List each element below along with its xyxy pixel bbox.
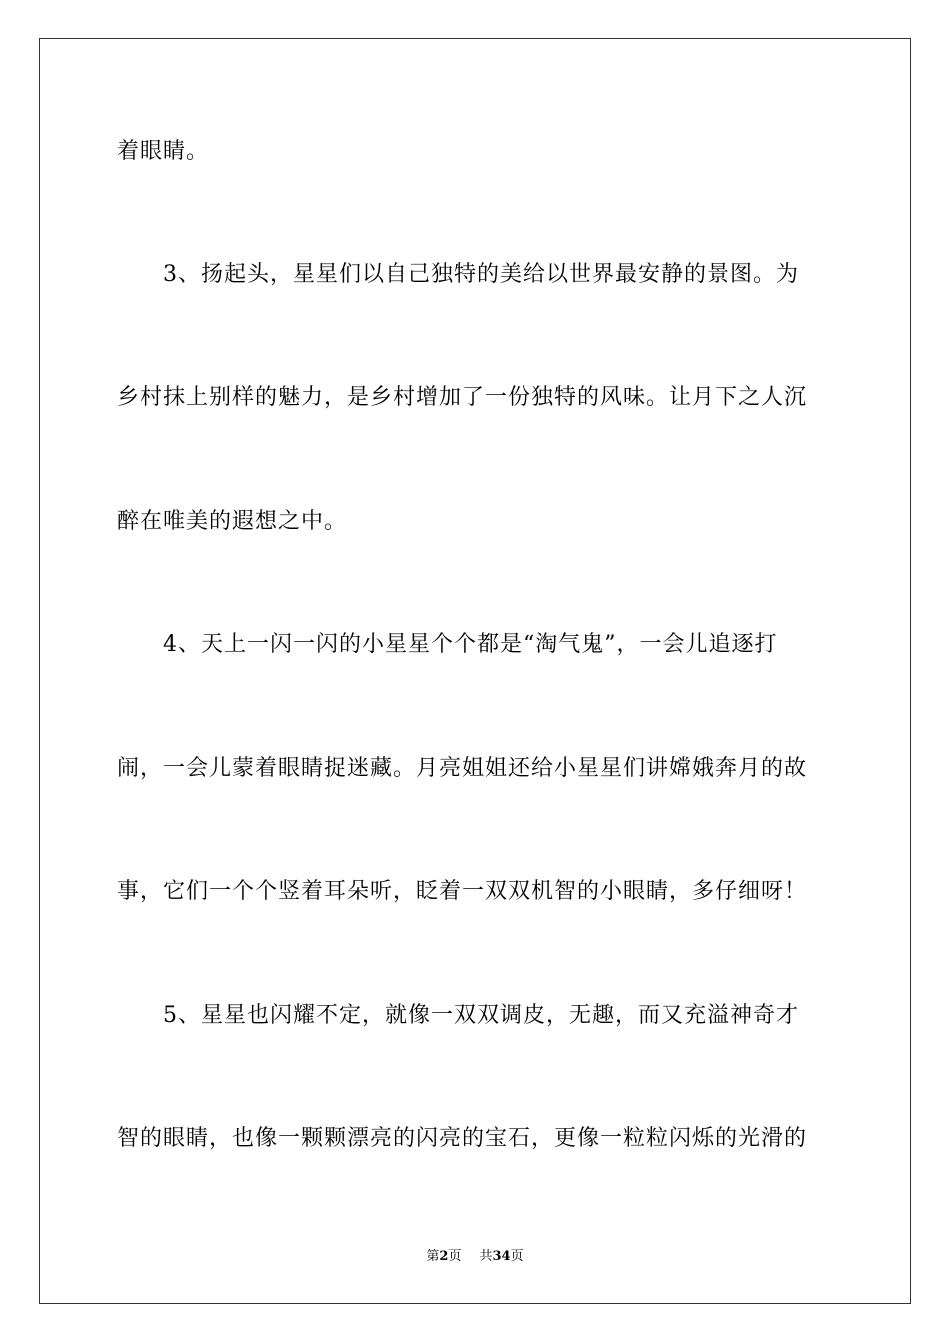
text-line: 4、天上一闪一闪的小星星个个都是“淘气鬼”，一会儿追逐打 (163, 632, 778, 657)
text-line: 智的眼睛，也像一颗颗漂亮的闪亮的宝石，更像一粒粒闪烁的光滑的 (117, 1126, 808, 1151)
text-line: 乡村抹上别样的魅力，是乡村增加了一份独特的风味。让月下之人沉 (117, 385, 808, 410)
page-number: 2 (439, 1249, 449, 1264)
text-line: 事，它们一个个竖着耳朵听，眨着一双双机智的小眼睛，多仔细呀！ (117, 879, 808, 904)
text-line: 3、扬起头，星星们以自己独特的美给以世界最安静的景图。为 (163, 262, 799, 287)
page-suffix: 页 (448, 1249, 462, 1264)
page-footer (0, 1247, 950, 1267)
text-line: 着眼睛。 (117, 139, 210, 164)
page-prefix: 第 (426, 1249, 440, 1264)
total-pages: 34 (492, 1249, 511, 1264)
total-prefix: 共 (479, 1249, 493, 1264)
text-line: 5、星星也闪耀不定，就像一双双调皮，无趣，而又充溢神奇才 (163, 1003, 799, 1028)
page-frame (39, 38, 911, 1304)
text-line: 醉在唯美的遐想之中。 (117, 509, 348, 534)
text-line: 闹，一会儿蒙着眼睛捉迷藏。月亮姐姐还给小星星们讲嫦娥奔月的故 (117, 756, 808, 781)
total-suffix: 页 (510, 1249, 524, 1264)
